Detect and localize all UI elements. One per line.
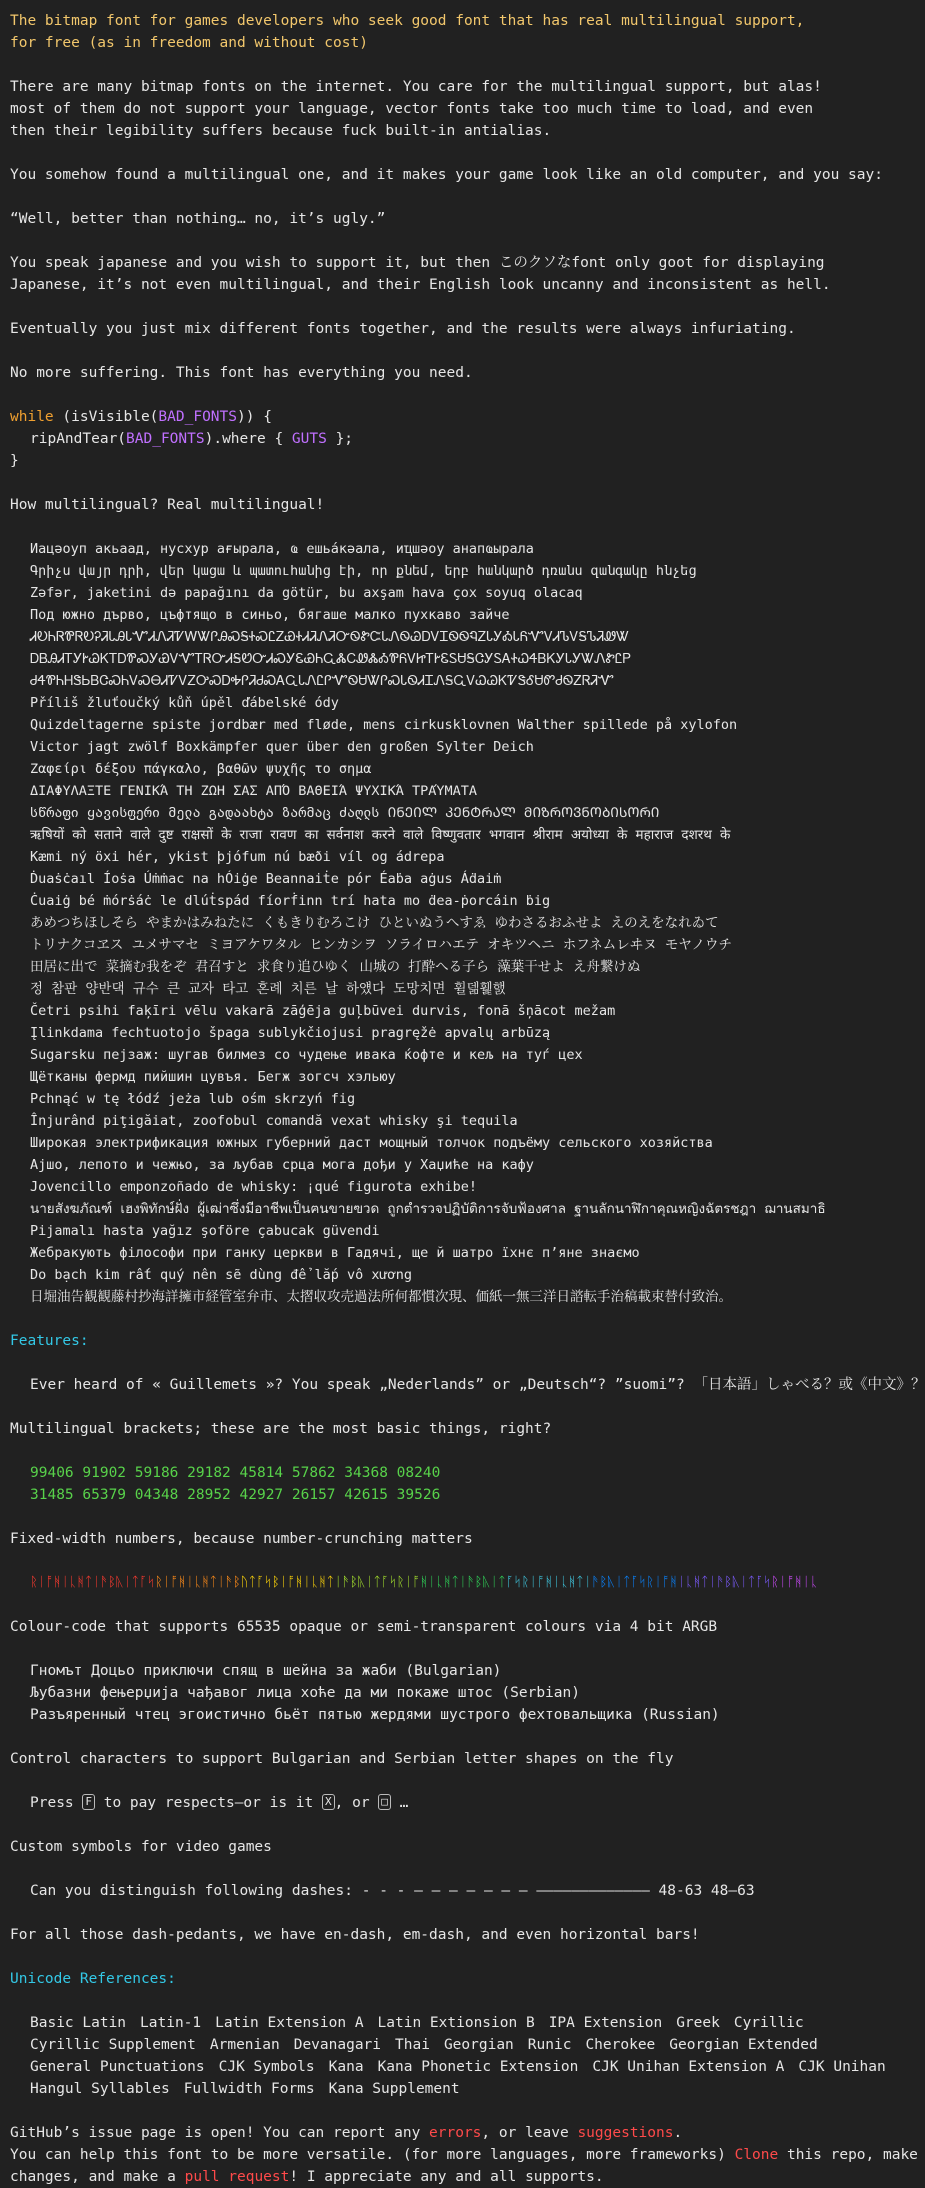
reference-item: Thai (395, 2037, 430, 2053)
code-symbol: BAD_FONTS (158, 409, 237, 425)
dashes-sample: Can you distinguish following dashes: - - - – – – – — — — ————————————— 48-63 48–63 (30, 1883, 755, 1899)
reference-item: CJK Unihan Extension A (592, 2059, 785, 2075)
reference-item: CJK Symbols (218, 2059, 315, 2075)
footer-text: GitHub’s issue page is open! You can report any (10, 2125, 430, 2141)
footer-text: ! I appreciate any and all supports. (289, 2169, 604, 2185)
colour-segment: ᚻᛁᚳᚻᛏᛁᚫᛒᚣᛁᛏ (420, 1575, 506, 1590)
pangram-line: Kæmi ný öxi hér, ykist þjófum nú bæði víl og ádrepa (30, 849, 445, 865)
code-text: )) { (237, 409, 272, 425)
intro-paragraph-1b: most of them do not support your language, vector fonts take too much time to load, and even (10, 101, 814, 117)
numbers-row-1: 99406 91902 59186 29182 45814 57862 34368 08240 (30, 1465, 441, 1481)
symbols-text: to pay respects—or is it (95, 1795, 322, 1811)
pangram-samples (10, 538, 864, 1308)
pangram-line: Įlinkdama fechtuotojo špaga sublykčiojusi pragręžė apvalų arbūzą (30, 1025, 551, 1041)
footer-line-1 (10, 2122, 864, 2144)
errors-link[interactable]: errors (429, 2125, 482, 2141)
how-multilingual-heading: How multilingual? Real multilingual! (10, 497, 325, 513)
symbols-text: Press (30, 1795, 83, 1811)
colour-segment: ᚱᛁᚩᚻᛁᚳ (771, 1575, 818, 1590)
pangram-line: あめつちほしそら やまかはみねたに くもきりむろこけ ひといぬうへすゑ ゆわさるおふせよ えのえをなれゐて (30, 915, 719, 931)
pangram-line: Četri psihi faķīri vēlu vakarā zāģēja guļbūvei durvis, fonā šņācot mežam (30, 1003, 616, 1019)
dashes-caption: For all those dash-pedants, we have en-dash, em-dash, and even horizontal bars! (10, 1927, 700, 1943)
code-line-1 (10, 406, 864, 428)
key-square-icon: □ (378, 1794, 391, 1810)
pangram-line: 田居に出で 菜摘む我をぞ 君召すと 求食り追ひゆく 山城の 打酔へる子ら 藻葉干せよ え舟繋けぬ (30, 959, 641, 975)
pangram-line: Pijamalı hasta yağız şoföre çabucak güvendi (30, 1223, 380, 1239)
pangram-line: Ζαφείρι δέξου πάγκαλο, βαθῶν ψυχῆς το σημα (30, 761, 372, 777)
pangram-line: Înjurând piţigăiat, zoofobul comandă vexat whisky şi tequila (30, 1113, 518, 1129)
pangram-line: 정 참판 양반댁 규수 큰 교자 타고 혼례 치른 날 하얬다 도망치면 휠덺휉햀 (30, 981, 506, 997)
brackets-sample: Ever heard of « Guillemets »? You speak „Nederlands” or „Deutsch“? ”suomi”? 「日本語」しゃべる？或《中文》？ (30, 1377, 925, 1393)
pangram-line: ᎠᏴᎯᏗᎢᎩᎨᏊᏦᎢᎠᏈᏍᎩᏯᏙᏉᎢᏒᏅᏗᎦᏬᏅᏗᏍᎩᏋᏯᏂᏩᏜᏟᏪᏜᎣᏈᏲᏙᏥᎢᎨᏋᏚᏌᎦᏣᎩᏚᎪᏐᏇᏎᏴᏦᎩᏓᎩᏔᏁᏑᏝᏢ (30, 651, 631, 667)
reference-item: Latin Extension A (215, 2015, 364, 2031)
symbols-sample (10, 1792, 864, 1814)
code-text: }; (326, 431, 354, 447)
footer-text: changes, and make a (10, 2169, 185, 2185)
reference-item: Latin Extionsion B (377, 2015, 535, 2031)
key-f-icon: F (82, 1794, 95, 1810)
pangram-line: ᏧᏎᏈᏂᎻᏕᏏᏴᏣᏍᏂᏙᏍᎾᏗᏤᏙᏃᎤᏍᎠᎭᎵᏘᏧᏍᎪᏩᏓᏁᏝᎵᏉᏫᏌᏔᎵᏍᏓᏫᏗᏆᏁᎦᏩᏙᏇᏊᏦᏤᏕᎴᏌᏛᏧᏫᏃᏒᏘᏉ (30, 673, 615, 689)
pangram-line: Zəfər, jaketini də papağını da götür, bu axşam hava çox soyuq olacaq (30, 585, 583, 601)
reference-item: IPA Extension (548, 2015, 663, 2031)
pangram-line: Щётканы фермд пийшин цувъя. Бегж зогсч хэльюу (30, 1069, 396, 1085)
code-symbol: BAD_FONTS (126, 431, 205, 447)
colour-segment: ᚢᛏᚪᛋᛒᛁᚩᚻᛁᚳᚻᛏ (240, 1575, 335, 1590)
pangram-line: Широкая электрификация южных губерний даст мощный толчок подъёму сельского хозяйства (30, 1135, 713, 1151)
reference-item: Greek (676, 2015, 720, 2031)
code-line-2 (10, 428, 864, 450)
references-heading: Unicode References: (10, 1971, 176, 1987)
pangram-line: 日堀油告観観藤村抄海詳擁市経管室弁市、太摺収攻売過法所何都慣次現、価紙一無三洋日諮転手治稿載束替付致治。 (30, 1289, 732, 1305)
cyrillic-russian: Разъяренный чтец эгоистично бьёт пятью жердями шустрого фехтовальщика (Russian) (30, 1707, 720, 1723)
reference-item: Kana (328, 2059, 364, 2075)
code-keyword: while (10, 409, 54, 425)
reference-item: Latin-1 (140, 2015, 202, 2031)
intro-paragraph-6: No more suffering. This font has everything you need. (10, 365, 473, 381)
brackets-caption: Multilingual brackets; these are the most basic things, right? (10, 1421, 552, 1437)
cyrillic-caption: Control characters to support Bulgarian and Serbian letter shapes on the fly (10, 1751, 674, 1767)
reference-item: Armenian (209, 2037, 280, 2053)
pangram-line: Sugarsku пејзаж: шугав билмез со чудење ивака ќофте и кељ на туѓ цех (30, 1047, 583, 1063)
code-line-3: } (10, 453, 19, 469)
numbers-caption: Fixed-width numbers, because number-crunching matters (10, 1531, 473, 1547)
references-row (30, 2012, 864, 2034)
reference-item: General Punctuations (30, 2059, 205, 2075)
pangram-line: Иацәоуп акьаад, нусхур ағырала, ҩ ешьа́кәала, иҵшәоу анапҩырала (30, 541, 534, 557)
cyrillic-bulgarian: Гномът Доцьо приключи спящ в шейна за жаби (Bulgarian) (30, 1663, 502, 1679)
pangram-line: Quizdeltagerne spiste jordbær med fløde, mens cirkusklovnen Walther spillede på xylofon (30, 717, 738, 733)
pangram-line: Ајшо, лепото и чежњо, за љубав срца мога дођи у Хаџиће на кафу (30, 1157, 534, 1173)
references-row (30, 2034, 864, 2056)
intro-paragraph-4b: Japanese, it’s not even multilingual, and their English look uncanny and inconsistent as hell. (10, 277, 831, 293)
code-symbol: GUTS (291, 431, 327, 447)
pangram-line: ΔΙΑΦΥΛΑΞΤΕ ΓΕΝΙΚΆ ΤΗ ΖΩΗ ΣΑΣ ΑΠΌ ΒΑΘΕΙΆ ΨΥΧΙΚΆ ΤΡΑΎΜΑΤΑ (30, 783, 478, 799)
pangram-line: Victor jagt zwölf Boxkämpfer quer über den großen Sylter Deich (30, 739, 534, 755)
code-text: (isVisible( (53, 409, 159, 425)
headline-line-2: for free (as in freedom and without cost) (10, 35, 368, 51)
intro-paragraph-4a: You speak japanese and you wish to support it, but then このクソなfont only goot for displaying (10, 255, 825, 271)
reference-item: Kana Supplement (328, 2081, 460, 2097)
pangram-line: სწრაფი ყავისფერი მელა გადაახტა ზარმაც ძაღლს ᲘᲜᲔᲘᲚ ᲙᲔᲜᲢᲠᲐᲚ ᲛᲘᲖᲠᲝᲕᲜᲝᲑᲘᲡᲝᲠᲘ (30, 805, 660, 821)
colour-caption: Colour-code that supports 65535 opaque or semi-transparent colours via 4 bit ARGB (10, 1619, 718, 1635)
footer-text: You can help this font to be more versatile. (for more languages, more frameworks) (10, 2147, 735, 2163)
colour-segment: ᛁᚫᛒᚣᛁᛏᚪᛋᚱᛁᚩ (334, 1575, 421, 1590)
colour-code-sample (10, 1572, 864, 1594)
intro-paragraph-2: You somehow found a multilingual one, and it makes your game look like an old computer, and you say: (10, 167, 883, 183)
pangram-line: Գրիչս վայր դրի, վեր կացա և պատուհանից էի, որ քնեմ, երբ հանկարծ դռանս զանգակը հնչեց (30, 563, 697, 579)
pangram-line: Jovencillo emponzoñado de whisky: ¡qué figurota exhibe! (30, 1179, 478, 1195)
reference-item: Fullwidth Forms (183, 2081, 315, 2097)
pangram-line: Жебракують філософи при ганку церкви в Гадячі, ще й шатро їхнє п’яне знаємо (30, 1245, 640, 1261)
colour-segment: ᚪᛋᚱᛁᚩᚻᛁᚳᚻᛏᛁ (505, 1575, 592, 1590)
pangram-line: Do bạch kim rất quý nên sẽ dùng để lắp vô xương (30, 1267, 413, 1283)
pangram-line: Под южно дърво, цъфтящо в синьо, бягаше малко пухкаво зайче (30, 607, 510, 623)
references-row (30, 2056, 886, 2078)
reference-item: Runic (527, 2037, 572, 2053)
reference-item: Cyrillic Supplement (30, 2037, 196, 2053)
reference-item: Devanagari (293, 2037, 382, 2053)
pangram-line: นายสังฆภัณฑ์ เฮงพิทักษ์ฝั่ง ผู้เฒ่าซึ่งมีอาชีพเป็นฅนขายฃวด ถูกตำรวจปฏิบัติการจับฟ้องศาล ฐานลักนาฬิกาคุณหญิงฉัตรชฎา ฌานสมาธิ (30, 1201, 826, 1217)
intro-paragraph-1c: then their legibility suffers because fuck built-in antialias. (10, 123, 552, 139)
pangram-line: Ċuaiġ bé ṁórṡáċ le dlúṫspád fíorḟinn trí hata mo ḋea-ṗorcáin ḃig (30, 893, 551, 909)
symbols-caption: Custom symbols for video games (10, 1839, 272, 1855)
footer-line-3 (10, 2166, 864, 2188)
pull-request-link[interactable]: pull request (184, 2169, 290, 2185)
key-x-icon: X (322, 1794, 335, 1810)
pangram-line: ᏗᎧᏂᏒᏈᏒᎧᎮᏘᏓᎯᏓᏉᏗᏁᏘᏤᎳᏔᎵᎯᏍᎦᏐᏍᏝᏃᏯᏐᏗᏘᏁᏘᏅᏫᏑᏨᏓᏁᏫᏊᎠᏙᏆᏫᏫᏄᏃᏓᎩᎣᏓᏲᏉᏙᏗᏖᏙᎦᏖᏘᏪᏔ (30, 629, 630, 645)
intro-paragraph-5: Eventually you just mix different fonts together, and the results were always infuriating. (10, 321, 796, 337)
reference-item: Basic Latin (30, 2015, 127, 2031)
clone-link[interactable]: Clone (734, 2147, 779, 2163)
symbols-text: … (390, 1795, 409, 1811)
reference-item: Georgian Extended (669, 2037, 818, 2053)
pangram-line: Pchnąć w tę łódź jeża lub ośm skrzyń fig (30, 1091, 356, 1107)
references-list (10, 2012, 886, 2100)
numbers-row-2: 31485 65379 04348 28952 42927 26157 42615 39526 (30, 1487, 441, 1503)
pangram-line: Ḋuaṡċaıl Íoṡa Úṁṁac na hÓiġe Beannaiṫe pór Éaḃa aġus Áḋaiṁ (30, 871, 502, 887)
colour-segment: ᚫᛒᚣᛁᛏᚪᛋᚱᛁᚩᚻ (591, 1575, 678, 1590)
pangram-line: Příliš žluťoučký kůň úpěl ďábelské ódy (30, 695, 339, 711)
footer-text: this repo, make (778, 2147, 918, 2163)
reference-item: Kana Phonetic Extension (377, 2059, 579, 2075)
suggestions-link[interactable]: suggestions (577, 2125, 674, 2141)
colour-segment: ᚱᛁᚩᚻᛁᚳᚻᛏᛁᚫᛒᚣᛁᛏᚪᛋ (30, 1575, 155, 1590)
colour-segment: ᛁᚳᚻᛏᛁᚫᛒᚣᛁᛏᚪᛋ (677, 1575, 772, 1590)
reference-item: Hangul Syllables (30, 2081, 170, 2097)
footer-line-2 (10, 2144, 918, 2166)
colour-segment: ᚱᛁᚩᚻᛁᚳᚻᛏᛁᚫᛒ (154, 1575, 241, 1590)
reference-item: Georgian (443, 2037, 514, 2053)
footer-text: . (673, 2125, 683, 2141)
pangram-line: トリナクコヱス ユメサマセ ミヨアケワタル ヒンカシヲ ソライロハエテ オキツヘニ ホフネムレヰヌ モヤノウチ (30, 937, 733, 953)
intro-quote: “Well, better than nothing… no, it’s ugly.” (10, 211, 386, 227)
intro-paragraph-1a: There are many bitmap fonts on the internet. You care for the multilingual support, but alas! (10, 79, 822, 95)
features-heading: Features: (10, 1333, 89, 1349)
reference-item: Cherokee (585, 2037, 656, 2053)
cyrillic-serbian: Љубазни фењерџија чађавог лица хоће да ми покаже штос (Serbian) (30, 1685, 580, 1701)
symbols-text: , or (334, 1795, 379, 1811)
code-text: ripAndTear( (30, 431, 127, 447)
pangram-line: ऋषियों को सताने वाले दुष्ट राक्षसों के राजा रावण का सर्वनाश करने वाले विष्णुवतार भगवान श्रीराम अयोध्या के महाराज दशरथ के (30, 827, 731, 843)
references-row (30, 2078, 864, 2100)
reference-item: CJK Unihan (798, 2059, 886, 2075)
code-text: ).where { (204, 431, 292, 447)
footer-text: , or leave (481, 2125, 578, 2141)
headline-line-1: The bitmap font for games developers who seek good font that has real multilingual support, (10, 13, 805, 29)
reference-item: Cyrillic (733, 2015, 804, 2031)
